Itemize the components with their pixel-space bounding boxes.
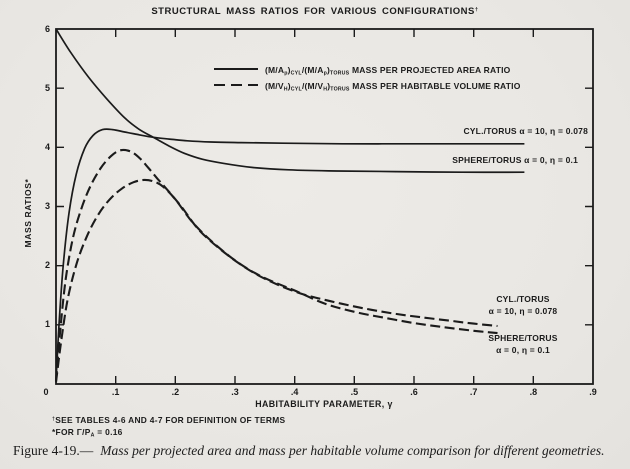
figure-number: Figure 4-19.—	[13, 443, 94, 458]
x-tick-label: .7	[469, 387, 478, 397]
x-tick-label: .8	[529, 387, 538, 397]
curve-label-solid-sphere-torus: SPHERE/TORUS α = 0, η = 0.1	[452, 155, 578, 165]
curve-label-dashed-cyl-torus	[458, 294, 588, 317]
x-tick-label: .9	[589, 387, 597, 397]
legend-label: $(M/V_H)_{CYL}/(M/V_H)_{TORUS}$ MASS PER HABITABLE VOLUME RATIO	[265, 80, 521, 93]
x-axis-label: HABITABILITY PARAMETER, γ	[255, 399, 393, 409]
legend-item-projected-area	[214, 64, 510, 76]
legend-item-habitable-volume	[214, 80, 521, 92]
curve-label-dashed-sphere-torus	[458, 333, 588, 356]
curve-dashed-sphere-torus	[56, 180, 498, 382]
x-tick-label: .1	[111, 387, 120, 397]
x-tick-label: .2	[171, 387, 180, 397]
curve-label-line: α = 0, η = 0.1	[496, 344, 550, 355]
solid-line-sample	[214, 68, 258, 70]
chart-title: STRUCTURAL MASS RATIOS FOR VARIOUS CONFIGURATIONS†	[151, 6, 479, 17]
curve-label-solid-cyl-torus: CYL./TORUS α = 10, η = 0.078	[463, 126, 588, 136]
x-axis-tick-labels	[0, 387, 630, 399]
curve-solid-cyl-torus	[56, 129, 524, 381]
curve-label-line: α = 10, η = 0.078	[488, 305, 558, 316]
x-tick-label: .4	[290, 387, 299, 397]
y-tick-label: 2	[44, 260, 50, 271]
y-axis-tick-labels	[24, 0, 50, 400]
curve-dashed-cyl-torus	[56, 150, 498, 381]
x-tick-label: .5	[350, 387, 359, 397]
y-tick-label: 5	[44, 82, 50, 93]
y-axis-label: MASS RATIOS*	[23, 178, 33, 248]
y-tick-label: 4	[44, 141, 50, 152]
curve-label-line: CYL./TORUS	[496, 294, 550, 304]
x-tick-label: 0	[43, 387, 49, 397]
legend-label: $(M/A_p)_{CYL}/(M/A_p)_{TORUS}$ MASS PER PROJECTED AREA RATIO	[265, 64, 511, 77]
y-tick-label: 1	[44, 319, 50, 330]
footnote-asterisk: *FOR $\Gamma/P_A = 0.16$	[52, 427, 123, 439]
curve-label-line: SPHERE/TORUS	[488, 333, 558, 343]
y-tick-label: 3	[44, 201, 50, 211]
x-tick-label: .3	[231, 387, 239, 397]
dashed-line-sample	[214, 84, 258, 86]
y-tick-label: 6	[44, 23, 50, 34]
footnote-dagger: †SEE TABLES 4-6 AND 4-7 FOR DEFINITION OF TERMS	[52, 415, 286, 425]
caption-text: Mass per projected area and mass per habitable volume comparison for different geometries.	[100, 443, 605, 458]
figure-caption	[13, 443, 623, 459]
x-tick-label: .6	[410, 387, 418, 397]
